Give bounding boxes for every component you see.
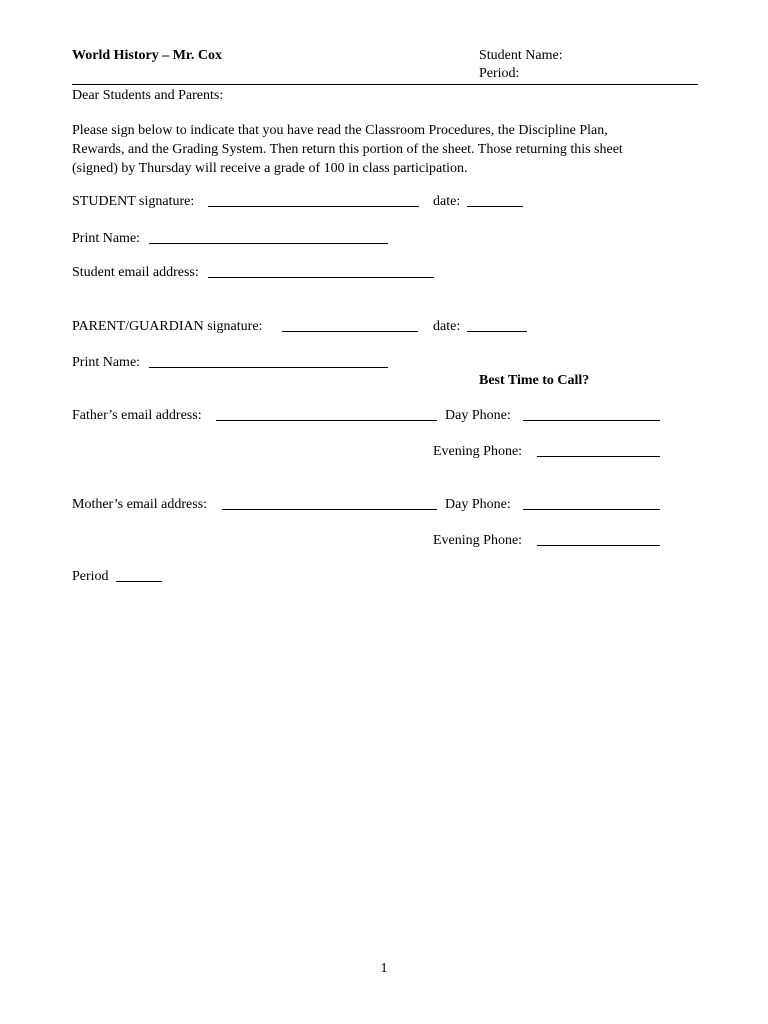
best-time-heading: Best Time to Call? bbox=[479, 373, 590, 388]
parent-signature-label: PARENT/GUARDIAN signature: bbox=[72, 319, 263, 334]
student-date-label: date: bbox=[433, 194, 461, 209]
student-email-field[interactable] bbox=[208, 264, 434, 284]
mother-evening-phone-label: Evening Phone: bbox=[433, 533, 523, 548]
mother-email-label: Mother’s email address: bbox=[72, 497, 208, 512]
parent-signature-field[interactable] bbox=[282, 318, 418, 338]
intro-line: Rewards, and the Grading System. Then return this portion of the sheet. Those returning this sheet bbox=[72, 142, 623, 157]
course-title: World History – Mr. Cox bbox=[72, 48, 222, 63]
student-signature-field[interactable] bbox=[208, 193, 419, 213]
intro-line: (signed) by Thursday will receive a grade of 100 in class participation. bbox=[72, 161, 468, 176]
father-evening-phone-label: Evening Phone: bbox=[433, 444, 523, 459]
father-evening-phone-field[interactable] bbox=[537, 443, 660, 463]
mother-evening-phone-field[interactable] bbox=[537, 532, 660, 552]
student-print-name-label: Print Name: bbox=[72, 231, 141, 246]
greeting: Dear Students and Parents: bbox=[72, 88, 224, 103]
student-date-field[interactable] bbox=[467, 193, 523, 213]
parent-print-name-field[interactable] bbox=[149, 354, 388, 374]
period-label: Period: bbox=[479, 66, 520, 81]
mother-email-field[interactable] bbox=[222, 496, 437, 516]
intro-line: Please sign below to indicate that you have read the Classroom Procedures, the Discipline Plan, bbox=[72, 123, 608, 138]
page-number: 1 bbox=[380, 961, 388, 976]
father-day-phone-field[interactable] bbox=[523, 407, 660, 427]
father-email-field[interactable] bbox=[216, 407, 437, 427]
parent-date-label: date: bbox=[433, 319, 461, 334]
parent-print-name-label: Print Name: bbox=[72, 355, 141, 370]
father-day-phone-label: Day Phone: bbox=[445, 408, 511, 423]
student-print-name-field[interactable] bbox=[149, 230, 388, 250]
intro-paragraph bbox=[72, 121, 712, 178]
period-footer-label: Period bbox=[72, 569, 109, 584]
student-name-label: Student Name: bbox=[479, 48, 563, 63]
mother-day-phone-label: Day Phone: bbox=[445, 497, 511, 512]
student-signature-label: STUDENT signature: bbox=[72, 194, 195, 209]
header-rule bbox=[72, 84, 698, 85]
father-email-label: Father’s email address: bbox=[72, 408, 202, 423]
period-field[interactable] bbox=[116, 568, 162, 588]
mother-day-phone-field[interactable] bbox=[523, 496, 660, 516]
parent-date-field[interactable] bbox=[467, 318, 527, 338]
student-email-label: Student email address: bbox=[72, 265, 199, 280]
